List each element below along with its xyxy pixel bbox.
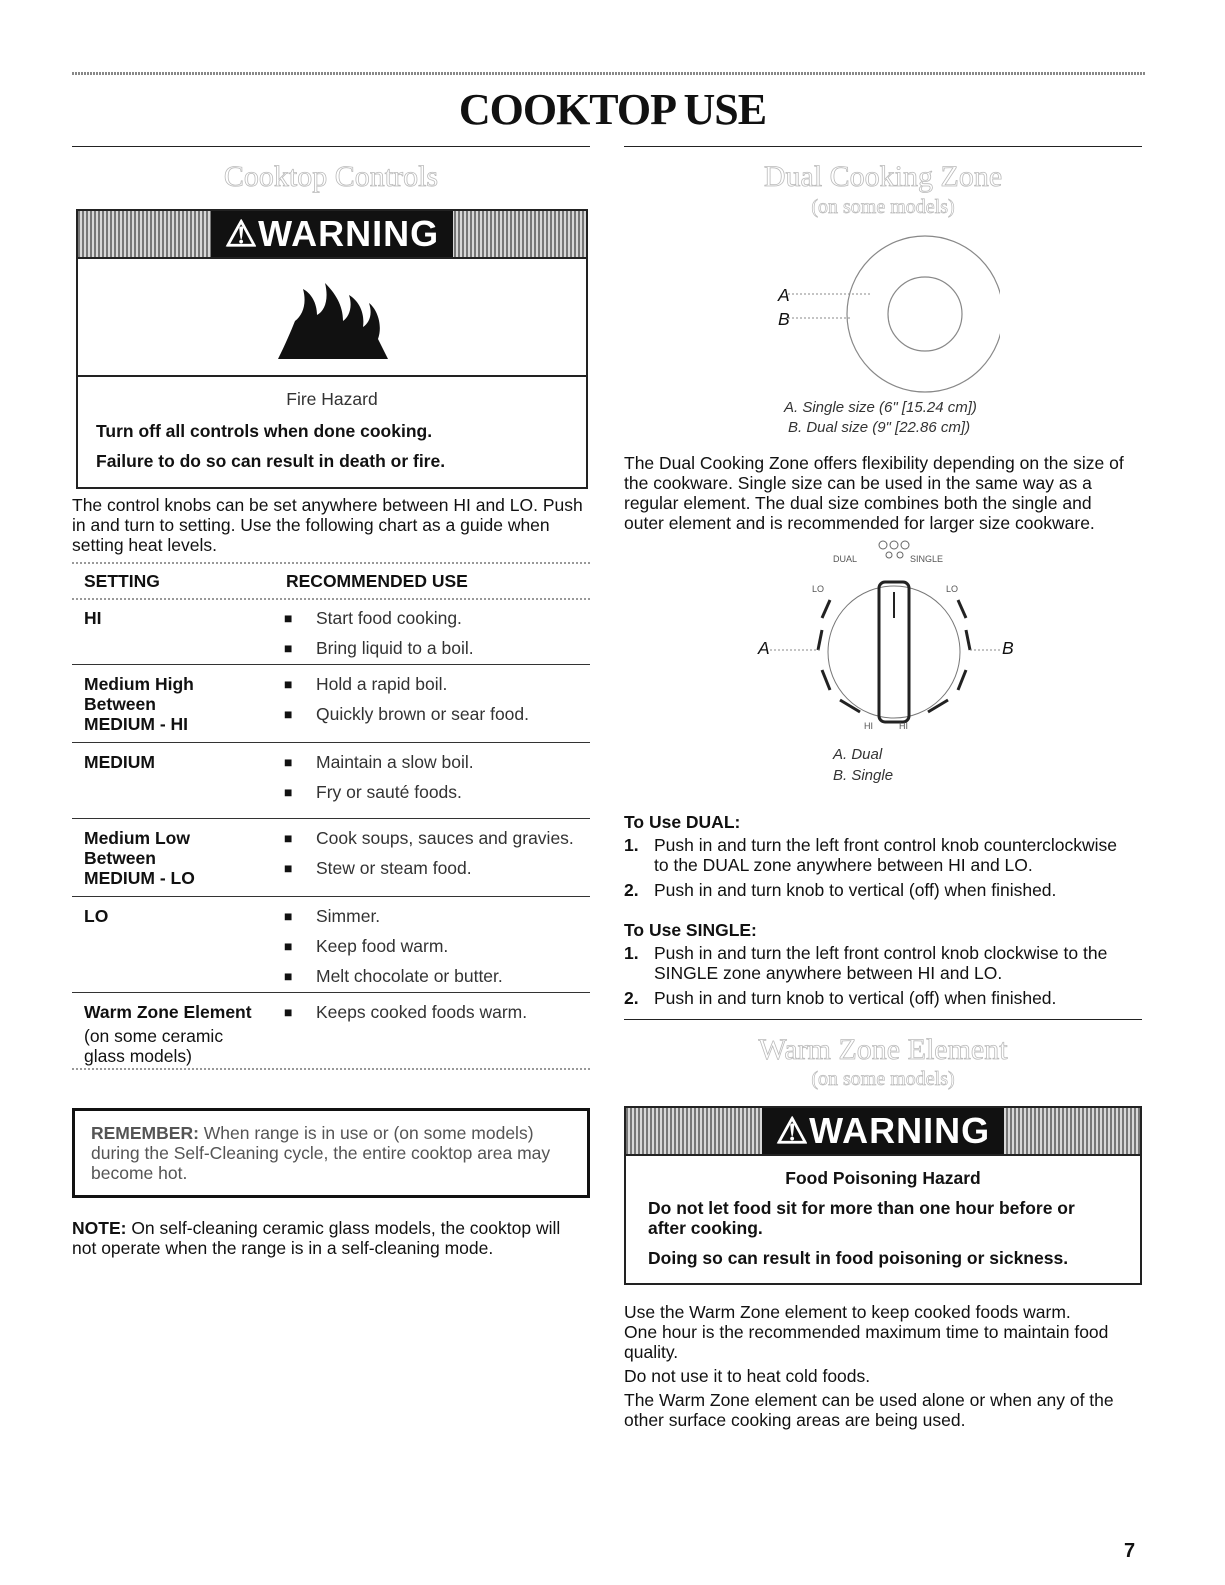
step-text: Push in and turn the left front control knob counterclockwise — [654, 835, 1118, 855]
fig2-label-b: B — [1002, 638, 1014, 658]
warning-line-1: Turn off all controls when done cooking. — [96, 421, 433, 441]
step-text: Push in and turn knob to vertical (off) when finished. — [654, 988, 1057, 1008]
table-row-rule — [72, 992, 590, 993]
warning-line-2: Doing so can result in food poisoning or sickness. — [648, 1248, 1069, 1268]
left-scale-marks — [822, 600, 830, 618]
use-single-title: To Use SINGLE: — [624, 920, 757, 940]
step-number: 1. — [624, 835, 639, 855]
bullet-icon: ■ — [284, 830, 293, 846]
section-heading-warm-zone: Warm Zone Element — [758, 1033, 1008, 1066]
dual-zone-element-diagram — [760, 222, 1000, 402]
use-item — [284, 828, 590, 848]
table-row — [72, 902, 590, 998]
table-header-setting: SETTING — [84, 571, 160, 591]
use-text: Start food cooking. — [316, 607, 462, 628]
setting-note: glass models) — [84, 1046, 192, 1066]
fig1-caption-b: B. Dual size (9" [22.86 cm]) — [788, 419, 971, 436]
use-item — [284, 608, 590, 628]
note-label: NOTE: — [72, 1218, 127, 1238]
warning-line-1b: after cooking. — [648, 1218, 763, 1238]
step-text: SINGLE zone anywhere between HI and LO. — [654, 963, 1003, 983]
bullet-icon: ■ — [284, 676, 293, 692]
warning-line-1a: Do not let food sit for more than one hour before or — [648, 1198, 1075, 1218]
table-bottom-rule — [72, 1068, 590, 1070]
setting-label: Between — [84, 694, 156, 714]
use-item — [284, 966, 590, 986]
description-line: regular element. The dual size combines both the single and — [624, 493, 1092, 513]
fig1-label-a: A — [778, 285, 790, 305]
use-item — [284, 1002, 590, 1022]
bullet-icon: ■ — [284, 1004, 293, 1020]
use-cell — [284, 608, 590, 668]
bullet-icon: ■ — [284, 706, 293, 722]
element-symbol-icon — [879, 541, 887, 549]
fire-warning-box — [76, 209, 588, 489]
setting-note: (on some ceramic — [84, 1026, 224, 1046]
table-header-rule — [72, 598, 590, 600]
right-section-rule — [624, 146, 1142, 147]
step-number: 2. — [624, 988, 639, 1008]
setting-cell — [84, 674, 274, 734]
warm-zone-text — [624, 1302, 1144, 1430]
bullet-icon: ■ — [284, 784, 293, 800]
bullet-icon: ■ — [284, 640, 293, 656]
food-warning-box — [624, 1106, 1142, 1285]
hazard-title: Food Poisoning Hazard — [785, 1168, 981, 1188]
use-text: Bring liquid to a boil. — [316, 637, 474, 658]
use-item — [284, 936, 590, 956]
use-text: Simmer. — [316, 905, 381, 926]
warning-line-2: Failure to do so can result in death or fire. — [96, 451, 446, 471]
table-row — [72, 604, 590, 670]
paragraph-line: Use the Warm Zone element to keep cooked foods warm. — [624, 1302, 1071, 1322]
use-text: Cook soups, sauces and gravies. — [316, 827, 574, 848]
fig1-caption-a: A. Single size (6" [15.24 cm]) — [784, 399, 977, 416]
setting-label: MEDIUM - HI — [84, 714, 189, 734]
use-text: Keeps cooked foods warm. — [316, 1001, 528, 1022]
use-cell — [284, 906, 590, 996]
use-cell — [284, 828, 590, 888]
bullet-icon: ■ — [284, 938, 293, 954]
setting-cell — [84, 608, 274, 628]
use-item — [284, 858, 590, 878]
knob-label-lo-right: LO — [946, 584, 959, 594]
controls-intro — [72, 495, 592, 555]
paragraph-line: The Warm Zone element can be used alone or when any of the — [624, 1390, 1114, 1410]
step-text: Push in and turn the left front control knob clockwise to the — [654, 943, 1108, 963]
fig1-label-b: B — [778, 309, 790, 329]
knob-label-dual: DUAL — [833, 554, 858, 564]
warning-banner — [78, 211, 586, 259]
note-text: not operate when the range is in a self-cleaning mode. — [72, 1238, 494, 1258]
table-row-rule — [72, 818, 590, 819]
description-line: the cookware. Single size can be used in the same way as a — [624, 473, 1092, 493]
remember-text: When range is in use or (on some models) — [198, 1123, 534, 1143]
remember-label: REMEMBER: — [91, 1123, 199, 1143]
setting-label: MEDIUM — [84, 752, 155, 772]
use-item — [284, 704, 590, 724]
step — [624, 988, 1144, 1008]
warning-label: ⚠WARNING — [762, 1108, 1004, 1154]
page-number: 7 — [1124, 1540, 1136, 1562]
section-subheading-dual-zone: (on some models) — [811, 196, 955, 218]
section-heading-cooktop-controls: Cooktop Controls — [223, 160, 439, 193]
bullet-icon: ■ — [284, 968, 293, 984]
fig2-caption-b: B. Single — [833, 767, 894, 784]
table-row — [72, 670, 590, 748]
fig2-label-a: A — [758, 638, 770, 658]
knob-diagram — [760, 540, 1020, 740]
paragraph-line: Do not use it to heat cold foods. — [624, 1366, 871, 1386]
use-item — [284, 782, 590, 802]
use-cell — [284, 752, 590, 812]
fire-icon — [273, 275, 393, 361]
warning-banner — [626, 1108, 1140, 1156]
step — [624, 835, 1144, 875]
left-section-rule — [72, 146, 590, 147]
warm-zone-rule — [624, 1019, 1142, 1020]
intro-line: setting heat levels. — [72, 535, 217, 555]
warning-label: ⚠WARNING — [211, 211, 453, 257]
dual-zone-description — [624, 453, 1144, 533]
remember-line-1 — [91, 1123, 587, 1143]
knob-label-lo-left: LO — [812, 584, 825, 594]
use-dual-title: To Use DUAL: — [624, 812, 741, 832]
setting-label: HI — [84, 608, 102, 628]
outer-element-circle — [847, 236, 1000, 392]
table-row — [72, 998, 590, 1068]
bullet-icon: ■ — [284, 860, 293, 876]
table-row-rule — [72, 664, 590, 665]
setting-label: Warm Zone Element — [84, 1002, 252, 1022]
intro-line: in and turn to setting. Use the following chart as a guide when — [72, 515, 550, 535]
step-text: Push in and turn knob to vertical (off) when finished. — [654, 880, 1057, 900]
paragraph-line: other surface cooking areas are being used. — [624, 1410, 966, 1430]
setting-label: Medium Low — [84, 828, 190, 848]
paragraph-line: quality. — [624, 1342, 679, 1362]
use-text: Keep food warm. — [316, 935, 449, 956]
bullet-icon: ■ — [284, 908, 293, 924]
use-item — [284, 674, 590, 694]
description-line: The Dual Cooking Zone offers flexibility depending on the size of — [624, 453, 1124, 473]
note-paragraph — [72, 1218, 592, 1258]
use-cell — [284, 1002, 590, 1032]
table-row — [72, 748, 590, 824]
setting-label: MEDIUM - LO — [84, 868, 195, 888]
use-item — [284, 752, 590, 772]
setting-cell — [84, 906, 274, 926]
description-line: outer element and is recommended for larger size cookware. — [624, 513, 1095, 533]
note-text: On self-cleaning ceramic glass models, the cooktop will — [126, 1218, 561, 1238]
step-number: 1. — [624, 943, 639, 963]
setting-cell — [84, 1002, 274, 1066]
use-text: Stew or steam food. — [316, 857, 472, 878]
fig2-caption-a: A. Dual — [833, 746, 883, 763]
right-scale-marks — [958, 600, 966, 618]
step — [624, 943, 1144, 983]
table-row — [72, 824, 590, 902]
use-item — [284, 638, 590, 658]
setting-cell — [84, 828, 274, 888]
knob-label-single: SINGLE — [910, 554, 944, 564]
remember-line-2: during the Self-Cleaning cycle, the entire cooktop area may — [91, 1143, 551, 1163]
setting-label: Medium High — [84, 674, 194, 694]
section-heading-dual-zone: Dual Cooking Zone — [763, 160, 1003, 193]
knob-label-hi-right: HI — [899, 721, 908, 731]
inner-element-circle — [888, 277, 962, 351]
step — [624, 880, 1144, 900]
section-subheading-warm-zone: (on some models) — [811, 1068, 955, 1090]
paragraph-line: One hour is the recommended maximum time to maintain food — [624, 1322, 1109, 1342]
table-row-rule — [72, 896, 590, 897]
use-item — [284, 906, 590, 926]
use-text: Hold a rapid boil. — [316, 673, 448, 694]
setting-cell — [84, 752, 274, 772]
use-text: Melt chocolate or butter. — [316, 965, 503, 986]
remember-box — [72, 1108, 590, 1198]
step-text: to the DUAL zone anywhere between HI and LO. — [654, 855, 1033, 875]
bullet-icon: ■ — [284, 754, 293, 770]
top-dotted-rule — [72, 72, 1145, 75]
remember-line-3: become hot. — [91, 1163, 188, 1183]
table-header-use: RECOMMENDED USE — [286, 571, 468, 591]
bullet-icon: ■ — [284, 610, 293, 626]
use-dual-steps — [624, 835, 1144, 900]
use-single-steps — [624, 943, 1144, 1008]
intro-line: The control knobs can be set anywhere between HI and LO. Push — [72, 495, 583, 515]
step-number: 2. — [624, 880, 639, 900]
knob-label-hi-left: HI — [864, 721, 873, 731]
fire-pictogram-area — [78, 259, 586, 377]
use-text: Maintain a slow boil. — [316, 751, 474, 772]
page-title: COOKTOP USE — [458, 85, 767, 134]
use-cell — [284, 674, 590, 734]
use-text: Quickly brown or sear food. — [316, 703, 530, 724]
hazard-title: Fire Hazard — [286, 389, 378, 409]
use-text: Fry or sauté foods. — [316, 781, 462, 802]
setting-label: Between — [84, 848, 156, 868]
table-top-rule — [72, 562, 590, 564]
table-row-rule — [72, 742, 590, 743]
setting-label: LO — [84, 906, 109, 926]
